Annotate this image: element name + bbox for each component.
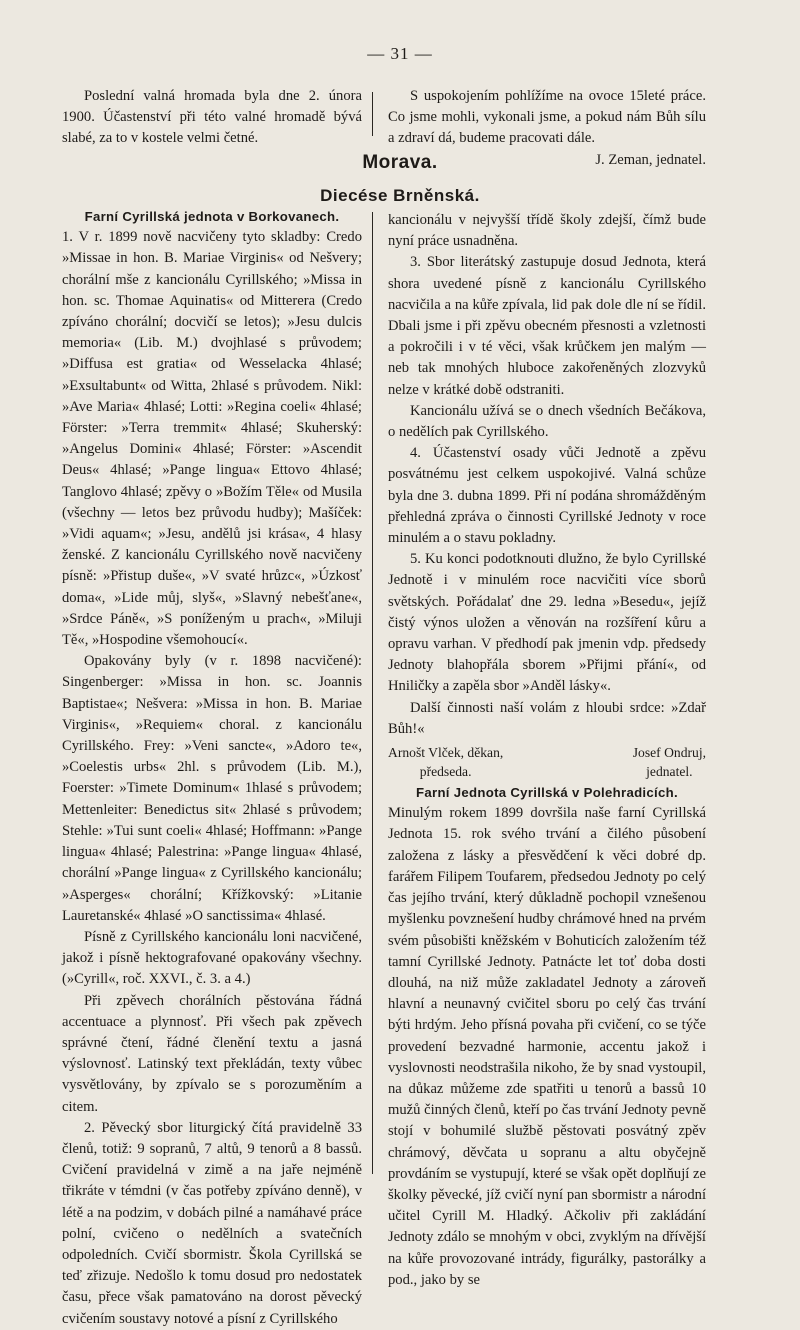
signature-block <box>388 743 706 781</box>
column-divider <box>372 92 373 136</box>
signature-left <box>388 743 503 781</box>
paragraph: kancionálu v nejvyšší třídě školy zdejší, čímž bude nyní práce usnadněna. <box>388 212 706 250</box>
paragraph: Minulým rokem 1899 dovršila naše farní Cyrillská Jednota 15. rok svého trvání a čilého působení založena z lásky a přesvědčení k věci dobré dp. farářem Filipem Toufarem, předsedou Jednoty po celý čas jejího trvání, který důkladně pochopil vznešenou myšlenku povznešení hudby chrámové hned na prvém svém působišti kněžském v Bohuticích založením též tamní Cyrillské Jednoty. Patnácte let toť doba dosti dlouhá, na niž může zakladatel Jednoty a zároveň hlavní a neunavný cvičitel sboru po celý čas trvání býti hrdým. Jeho přísná povaha při cvičení, co se týče provedení bezvadné harmonie, accentu jakož i vyslovnosti neodstrašila nikoho, že by snad vystoupil, na důkaz můžeme zde spatřiti u tenorů a bassů 10 mužů činných členů, kteří po čas trvání Jednoty pevně stojí v bohumilé službě pěstovati posvátný zpěv chrámový, děvčata u sopranu a altu obyčejně provdáním se vystupují, které se však opět doplňují ze školky pěvecké, jíž cvičí nyní pan sbormistr a národní učitel Cyrill M. Hladký. Ačkoliv při zakládání Jednoty zdálo se mnohým v obci, zvyklým na dřívější na kůře provozované intrády, figurálky, pastorálky a pod., jako by se <box>388 805 706 1288</box>
column-divider <box>372 212 373 1174</box>
section-heading: Farní Cyrillská jednota v Borkovanech. <box>84 209 340 224</box>
signature-role: jednatel. <box>646 764 693 780</box>
section-heading: Farní Jednota Cyrillská v Polehradicích. <box>416 785 678 801</box>
paragraph: 4. Účastenství osady vůči Jednotě a zpěvu posvátnému jest celkem uspokojivé. Valná schůze byla dne 3. dubna 1899. Při ní podána shromážděným přehledná zpráva o činnosti Cyrillské Jednoty v roce minulém a o stavu pokladny. <box>388 445 706 547</box>
right-column <box>388 210 706 1291</box>
signature-role: předseda. <box>419 764 472 780</box>
paragraph: Kancionálu užívá se o dnech všedních Bečákova, o nedělích pak Cyrillského. <box>388 402 706 441</box>
signature-name: Arnošt Vlček, děkan, <box>388 745 504 761</box>
paragraph: Písně z Cyrillského kancionálu loni nacvičené, jakož i písně hektografované opakovány všechny. (»Cyrill«, roč. XXVI., č. 3. a 4.) <box>62 928 362 988</box>
paragraph: Další činnosti naší volám z hloubi srdce: »Zdař Bůh!« <box>388 699 706 737</box>
left-column <box>62 206 362 1330</box>
paragraph: Opakovány byly (v r. 1898 nacvičené): Singenberger: »Missa in hon. sc. Joannis Baptistae«; Nešvera: »Missa in hon. B. Mariae Virginis«, »Requiem« choral. z kancionálu Cyrillského. Frey: »Veni sancte«, »Adoro te«, »Coelestis urbs« 2hl. s průvodem (Lib. M.), Foerster: »Timete Dominum« 1hlasé s průvodem; Mettenleiter: Benedictus sit« 2hlasé s průvodem; Stehle: »Tui sunt coeli« 4hlasé; Hoffmann: »Pange lingua« 4hlasé; Palestrina: »Pange lingua« 4hlasé, chorální »Pange lingua« z Cyrillského kancionálu; »Asperges« chorální; Křížkovský: »Litanie Lauretanské« 4hlasé »O sanctissima« 4hlasé. <box>62 653 362 924</box>
paragraph: 2. Pěvecký sbor liturgický čítá pravidelně 33 členů, totiž: 9 sopranů, 7 altů, 9 tenorů a 8 bassů. Cvičení pravidelná v zimě a na jaře nejméně třikráte v témdni (v čas potřeby zpíváno denně), v létě a na podzim, v dobách pilné a namáhavé práce polní, cvičeno o nedělních a svatečních odpoledních. Cvičí sbormistr. Škola Cyrillská se teď zřizuje. Nedošlo k tomu dosud pro nedostatek času, přece však pamatováno na dorost pěvecký cvičením soustavy notové a písní z Cyrillského <box>62 1119 362 1327</box>
region-title: Morava. <box>362 152 438 173</box>
paragraph: 1. V r. 1899 nově nacvičeny tyto skladby: Credo »Missae in hon. B. Mariae Virginis« od Nešvery; chorální mše z kancionálu Cyrillského; »Missa in hon. sc. Thomae Aquinatis« od Mitterera (Credo zpíváno chorální; docvičí se letos); »Jesu dulcis memoria« (Lib. M.) dvojhlasé s průvodem; »Diffusa est gratia« od Wesselacka 4hlasé; »Exsultabunt« od Witta, 2hlasé s průvodem. Nikl: »Ave Maria« 4hlasé; Lotti: »Regina coeli« 4hlasé; Förster: »Terra tremmit« 4hlasé; Skuherský: »Angelus Domini« 4hlasé; Förster: »Ascendit Deus« 4hlasé; »Pange lingua« Ettovo 4hlasé; Tanglovo 4hlasé; zpěvy o »Božím Těle« od Musila (všechny — letos bez průvodu hudby); Mašíček: »Vidi aquam«; »Jesu, andělů jsi krása«, 4 hlasy ženské. Z kancionálu Cyrillského nově nacvičeny písně: »Přistup duše«, »V svaté hrůzc«, »Úzkosť doma«, »Lide můj, slyš«, »Slavný nebešťane«, »Srdce Páně«, »S poníženým u prach«, »Miluji Tě«, »Hospodine všemohoucí«. <box>62 229 362 649</box>
paragraph: Při zpěvech chorálních pěstována řádná accentuace a plynnosť. Při všech pak zpěvech správné čtení, řádné členění textu a jasná výslovnosť. Latinský text překládán, texty vůbec vysvětlovány, by zpívalo se s porozuměním a citem. <box>62 992 362 1115</box>
paragraph: 5. Ku konci podotknouti dlužno, že bylo Cyrillské Jednotě i v minulém roce nacvičiti více sborů světských. Pořádalať dne 29. ledna »Besedu«, jejíž čistý výnos uložen a věnován na rozšíření kůru a opravu varhan. V předhodí pak jmenin vdp. předsedy Jednoty blahopřála sborem »Přijmi přání«, od Hniličky a zapěla sbor »Anděl lásky«. <box>388 551 706 695</box>
paragraph: S uspokojením pohlížíme na ovoce 15leté práce. Co jsme mohli, vykonali jsme, a pokud nám Bůh sílu a zdraví dá, budeme pracovati dále. <box>388 88 706 147</box>
signature-right <box>633 743 706 781</box>
top-left-text <box>62 86 362 150</box>
paragraph: Poslední valná hromada byla dne 2. února 1900. Účastenství při této valné hromadě bývá slabé, za to v kostele velmi četné. <box>62 88 362 147</box>
paragraph: 3. Sbor literátský zastupuje dosud Jednota, která shora uvedené písně z kancionálu Cyrillského nacvičila a na kůře zpívala, lid pak dole dle ní se řídil. Dbali jsme i při zpěvu obecném přesnosti a vzletnosti a pokročili i v té věci, však krůčkem jen malým — neb tak mnohých hluboce zakořeněných zlozvyků nelze v krátké době odstraniti. <box>388 254 706 398</box>
signature: J. Zeman, jednatel. <box>595 151 706 168</box>
diocese-title: Diecése Brněnská. <box>320 186 480 205</box>
page-number: — 31 — <box>367 44 433 63</box>
signature-name: Josef Ondruj, <box>632 745 706 761</box>
